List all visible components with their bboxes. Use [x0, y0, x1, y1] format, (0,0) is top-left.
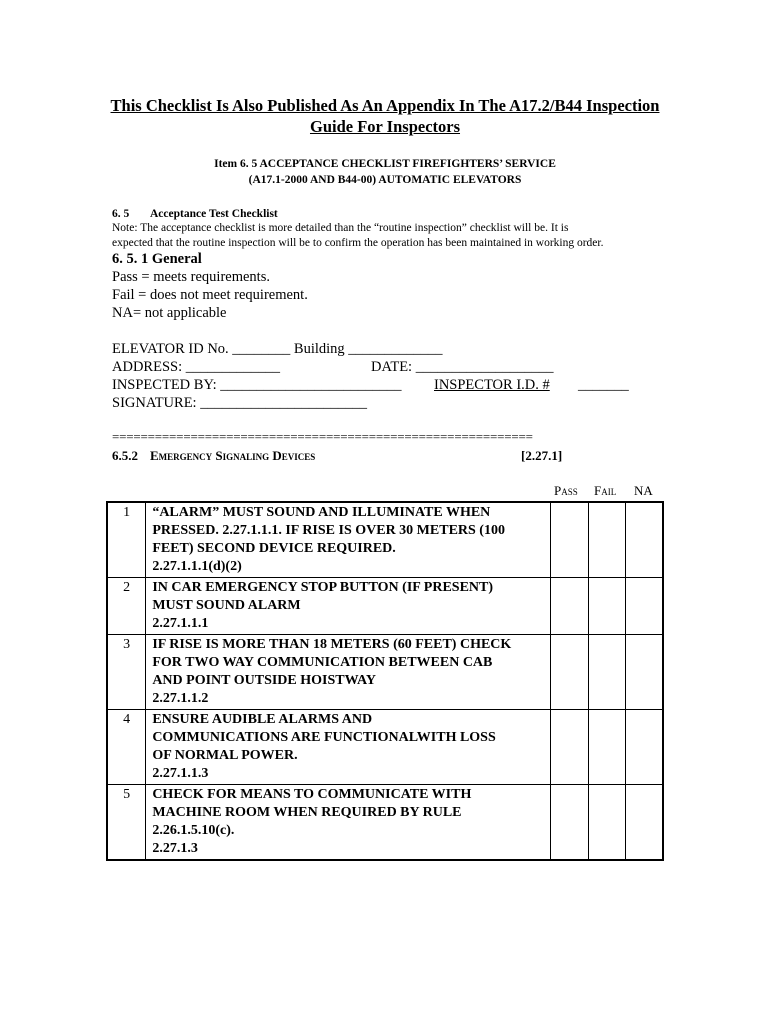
item-description — [146, 710, 551, 785]
note-line2: expected that the routine inspection will be to confirm the operation has been maintained in working order. — [112, 237, 604, 249]
table-row — [107, 635, 663, 710]
separator-line: =========================================================== — [112, 429, 533, 444]
pass-checkbox-cell[interactable] — [551, 502, 588, 578]
pass-checkbox-cell[interactable] — [551, 578, 588, 635]
item-description — [146, 578, 551, 635]
description-line: OF NORMAL POWER. — [152, 748, 298, 763]
emergency-signaling-checklist-table — [106, 501, 664, 861]
item-description — [146, 635, 551, 710]
inspector-id-label: INSPECTOR I.D. # — [434, 377, 550, 393]
legend-na: NA= not applicable — [112, 305, 227, 321]
description-line: ENSURE AUDIBLE ALARMS AND — [152, 712, 373, 727]
address-field[interactable]: ADDRESS: _____________ — [112, 359, 280, 375]
fail-checkbox-cell[interactable] — [588, 578, 625, 635]
section-6-5-2-number: 6.5.2 — [112, 448, 138, 463]
inspector-id-field[interactable]: _______ — [578, 377, 629, 393]
legend-fail: Fail = does not meet requirement. — [112, 287, 308, 303]
description-line: FOR TWO WAY COMMUNICATION BETWEEN CAB — [152, 655, 493, 670]
item-number: 5 — [107, 785, 146, 861]
description-line: AND POINT OUTSIDE HOISTWAY — [152, 673, 376, 688]
section-6-5-heading: Acceptance Test Checklist — [150, 208, 278, 220]
column-header-na: NA — [634, 483, 653, 498]
column-header-pass: Pass — [554, 483, 578, 498]
na-checkbox-cell[interactable] — [625, 578, 663, 635]
na-checkbox-cell[interactable] — [625, 635, 663, 710]
na-checkbox-cell[interactable] — [625, 502, 663, 578]
elevator-id-field[interactable]: ELEVATOR ID No. ________ Building _____________ — [112, 341, 443, 357]
description-line: CHECK FOR MEANS TO COMMUNICATE WITH — [152, 787, 472, 802]
item-number: 4 — [107, 710, 146, 785]
description-line: 2.27.1.1.2 — [152, 691, 209, 706]
description-line: 2.27.1.3 — [152, 841, 198, 856]
description-line: 2.26.1.5.10(c). — [152, 823, 235, 838]
table-row — [107, 710, 663, 785]
description-line: MUST SOUND ALARM — [152, 598, 301, 613]
description-line: COMMUNICATIONS ARE FUNCTIONALWITH LOSS — [152, 730, 496, 745]
description-line: IF RISE IS MORE THAN 18 METERS (60 FEET) CHECK — [152, 637, 512, 652]
signature-field[interactable]: SIGNATURE: _______________________ — [112, 395, 367, 411]
section-6-5-number: 6. 5 — [112, 208, 130, 220]
item-number: 1 — [107, 502, 146, 578]
document-title-line1: This Checklist Is Also Published As An Appendix In The A17.2/B44 Inspection — [110, 96, 660, 115]
description-line: IN CAR EMERGENCY STOP BUTTON (IF PRESENT) — [152, 580, 494, 595]
checklist-subtitle-line2: (A17.1-2000 AND B44-00) AUTOMATIC ELEVATORS — [248, 174, 522, 186]
description-line: FEET) SECOND DEVICE REQUIRED. — [152, 541, 396, 556]
description-line: 2.27.1.1.3 — [152, 766, 209, 781]
description-line: “ALARM” MUST SOUND AND ILLUMINATE WHEN — [152, 505, 491, 520]
table-row — [107, 578, 663, 635]
date-field[interactable]: DATE: ___________________ — [371, 359, 554, 375]
section-6-5-2-reference: [2.27.1] — [521, 448, 563, 463]
item-number: 3 — [107, 635, 146, 710]
description-line: PRESSED. 2.27.1.1.1. IF RISE IS OVER 30 METERS (100 — [152, 523, 505, 538]
na-checkbox-cell[interactable] — [625, 710, 663, 785]
pass-checkbox-cell[interactable] — [551, 710, 588, 785]
description-line: 2.27.1.1.1(d)(2) — [152, 559, 242, 574]
section-6-5-2-heading: Emergency Signaling Devices — [150, 448, 316, 463]
item-description — [146, 502, 551, 578]
table-row — [107, 502, 663, 578]
section-6-5-1-heading: 6. 5. 1 General — [112, 251, 202, 267]
checklist-subtitle-line1: Item 6. 5 ACCEPTANCE CHECKLIST FIREFIGHTERS’ SERVICE — [214, 158, 556, 170]
description-line: 2.27.1.1.1 — [152, 616, 209, 631]
fail-checkbox-cell[interactable] — [588, 710, 625, 785]
table-row — [107, 785, 663, 861]
item-description — [146, 785, 551, 861]
fail-checkbox-cell[interactable] — [588, 502, 625, 578]
pass-checkbox-cell[interactable] — [551, 635, 588, 710]
fail-checkbox-cell[interactable] — [588, 635, 625, 710]
inspected-by-field[interactable]: INSPECTED BY: _________________________ — [112, 377, 402, 393]
item-number: 2 — [107, 578, 146, 635]
fail-checkbox-cell[interactable] — [588, 785, 625, 861]
description-line: MACHINE ROOM WHEN REQUIRED BY RULE — [152, 805, 462, 820]
document-title-line2: Guide For Inspectors — [309, 117, 461, 136]
column-header-fail: Fail — [594, 483, 617, 498]
legend-pass: Pass = meets requirements. — [112, 269, 270, 285]
pass-checkbox-cell[interactable] — [551, 785, 588, 861]
na-checkbox-cell[interactable] — [625, 785, 663, 861]
note-line1: Note: The acceptance checklist is more detailed than the “routine inspection” checklist will be. It is — [112, 222, 569, 234]
